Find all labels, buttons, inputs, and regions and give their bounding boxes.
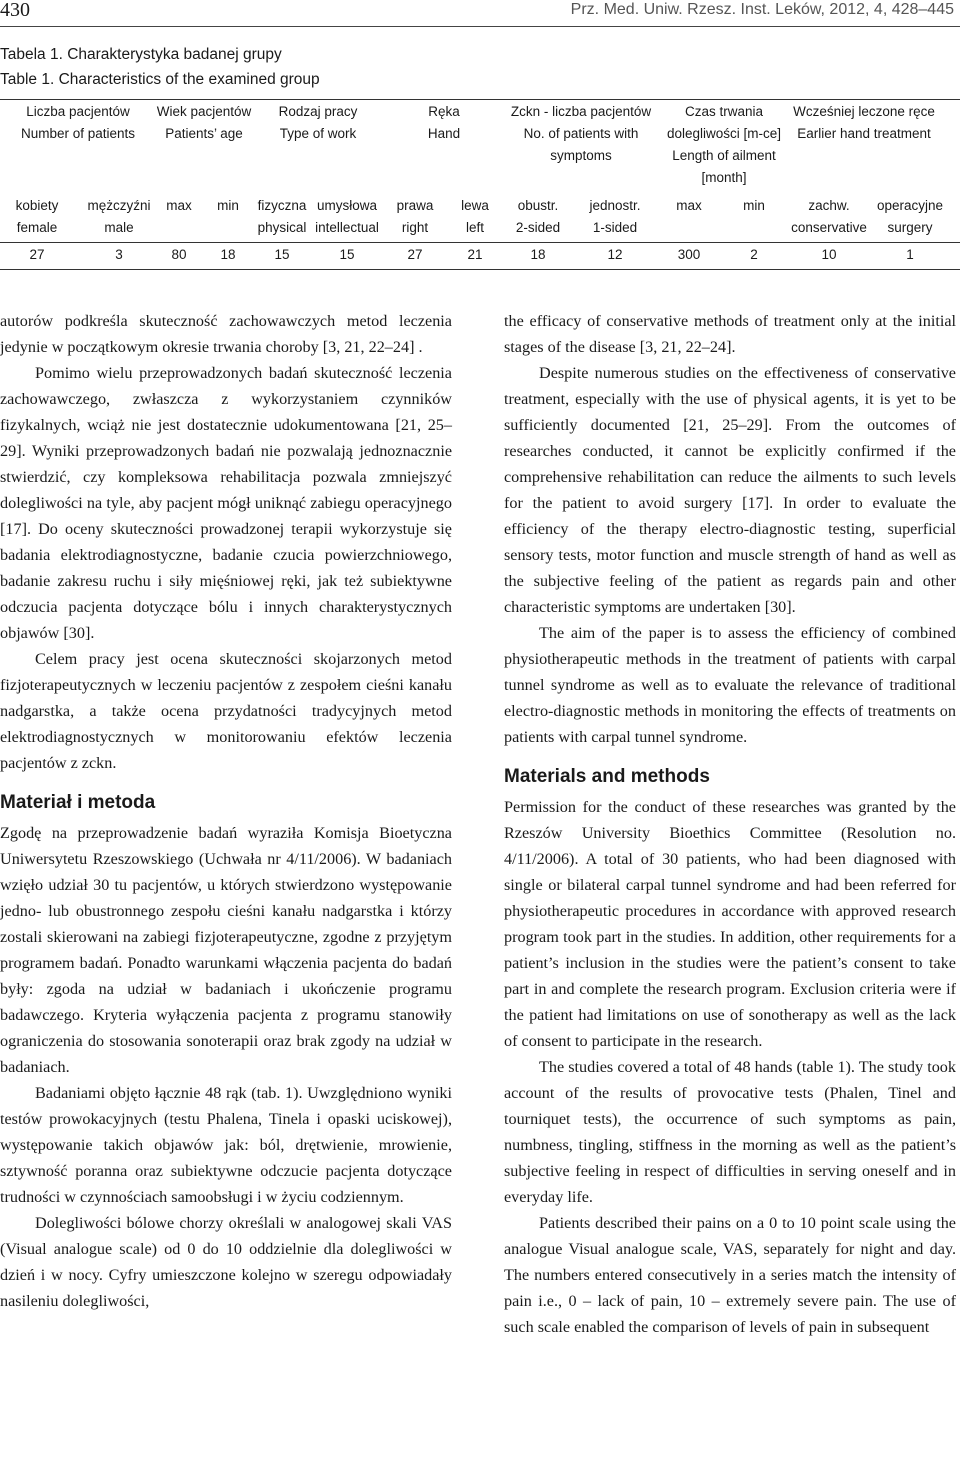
sub-2sided-pl: obustr. (517, 198, 559, 213)
value-surgery: 1 (906, 247, 914, 262)
value-age-min: 18 (220, 247, 236, 262)
sub-male-en: male (104, 220, 134, 235)
sub-right-en: right (401, 220, 429, 235)
sub-surgery-pl: operacyjne (876, 198, 944, 213)
sub-conservative-pl: zachw. (808, 198, 850, 213)
value-right: 27 (407, 247, 423, 262)
sub-intellectual-pl: umysłowa (316, 198, 378, 213)
sub-physical-pl: fizyczna (257, 198, 307, 213)
value-intellectual: 15 (339, 247, 355, 262)
value-physical: 15 (274, 247, 290, 262)
group-time-3: Length of ailment (672, 148, 776, 163)
value-1sided: 12 (607, 247, 623, 262)
table-top-rule (0, 99, 960, 100)
paragraph: autorów podkreśla skuteczność zachowawczych metod leczenia jedynie w początkowym okresie trwania choroby [3, 21, 22–24] . (0, 312, 452, 356)
group-earlier-en: Earlier hand treatment (797, 126, 931, 141)
sub-female-pl: kobiety (15, 198, 59, 213)
sub-left-en: left (465, 220, 485, 235)
table-bottom-rule (0, 269, 960, 270)
sub-surgery-en: surgery (887, 220, 933, 235)
sub-conservative-en: conservative (791, 220, 867, 235)
column-english (504, 308, 956, 1340)
group-work-en: Type of work (279, 126, 357, 141)
sub-left-pl: lewa (461, 198, 489, 213)
value-age-max: 80 (171, 247, 187, 262)
table-mid-rule (0, 242, 960, 243)
group-patients-pl: Liczba pacjentów (26, 104, 130, 119)
group-earlier-pl: Wcześniej leczone ręce (793, 104, 935, 119)
value-left: 21 (467, 247, 483, 262)
paragraph: Zgodę na przeprowadzenie badań wyraziła Komisja Bioetyczna Uniwersytetu Rzeszowskiego (Uchwała nr 4/11/2006). W badaniach wzięło udział 30 tu pacjentów, u których stwierdzono występowanie jedno- lub obustronnego zespołu cieśni kanału nadgarstka i którzy zostali skierowani na zabiegi fizjoterapeutyczne, zgodne z przyjętym programem badań. Ponadto warunkami włączenia pacjenta do badań były: zgoda na udział w badaniach i ukończenie programu badawczego. Kryteria wyłączenia pacjenta z programu stanowiły ograniczenia do stosowania sonoterapii oraz brak zgody na udział w badaniach. (0, 824, 452, 1076)
group-hand-pl: Ręka (428, 104, 460, 119)
sub-age-min: min (217, 198, 239, 213)
paragraph: Patients described their pains on a 0 to 10 point scale using the analogue Visual analogue scale, VAS, separately for night and day. The numbers entered consecutively in a series match the intensity of pain i.e., 0 – lack of pain, 10 – extremely severe pain. The use of such scale enabled the comparison of levels of pain in subsequent (504, 1214, 956, 1336)
journal-reference: Prz. Med. Uniw. Rzesz. Inst. Leków, 2012, 4, 428–445 (570, 1, 954, 18)
sub-time-min: min (743, 198, 765, 213)
group-age-pl: Wiek pacjentów (156, 104, 252, 119)
paragraph: Celem pracy jest ocena skuteczności skojarzonych metod fizjoterapeutycznych w leczeniu pacjentów z zespołem cieśni kanału nadgarstka, a także ocena przydatności tradycyjnych metod elektrodiagnostycznych w monitorowaniu efektów leczenia pacjentów z zckn. (0, 650, 452, 772)
group-patients-en: Number of patients (20, 126, 136, 141)
paragraph: the efficacy of conservative methods of treatment only at the initial stages of the disease [3, 21, 22–24]. (504, 312, 956, 356)
value-female: 27 (29, 247, 45, 262)
group-zckn-3: symptoms (550, 148, 612, 163)
column-polish (0, 308, 452, 1314)
table-caption-pl: Tabela 1. Charakterystyka badanej grupy (0, 46, 282, 63)
paragraph: Dolegliwości bólowe chorzy określali w analogowej skali VAS (Visual analogue scale) od 0 do 10 oddzielnie dla dolegliwości w dzień i w nocy. Cyfry umieszczone kolejno w szeregu odpowiadały nasileniu dolegliwości, (0, 1214, 452, 1310)
group-work-pl: Rodzaj pracy (278, 104, 358, 119)
header-rule (0, 26, 960, 27)
section-heading-materials-en: Materials and methods (504, 766, 710, 787)
group-zckn-2: No. of patients with (523, 126, 639, 141)
value-2sided: 18 (530, 247, 546, 262)
paragraph: Permission for the conduct of these researches was granted by the Rzeszów University Bioethics Committee (Resolution no. 4/11/2006). A total of 30 patients, who had been diagnosed with single or bilateral carpal tunnel syndrome and had been referred for physiotherapeutic procedures in accordance with approved research program took part in the studies. In addition, other requirements for a patient’s inclusion in the studies were the patient’s consent to take part in and complete the research program. Exclusion criteria were if the patient had limitations on use of sonotherapy as well as the lack of consent to participate in the research. (504, 798, 956, 1050)
paragraph: The studies covered a total of 48 hands (table 1). The study took account of the results of provocative tests (Phalen, Tinel and tourniquet tests), the occurrence of such symptoms as pain, numbness, tingling, stiffness in the morning as well as the patient’s subjective feeling in respect of difficulties in serving oneself and in everyday life. (504, 1058, 956, 1206)
group-zckn-1: Zckn - liczba pacjentów (510, 104, 652, 119)
sub-right-pl: prawa (396, 198, 434, 213)
paragraph: Badaniami objęto łącznie 48 rąk (tab. 1). Uwzględniono wyniki testów prowokacyjnych (testu Phalena, Tinela i opaski uciskowej), występowanie takich objawów jak: ból, drętwienie, mrowienie, sztywność poranna oraz subiektywne odczucie pacjenta dotyczące trudności w czynnościach samoobsługi i w życiu codziennym. (0, 1084, 452, 1206)
running-header (0, 0, 960, 22)
table-caption-en: Table 1. Characteristics of the examined group (0, 71, 320, 88)
sub-2sided-en: 2-sided (515, 220, 561, 235)
sub-1sided-pl: jednostr. (589, 198, 641, 213)
group-time-2: dolegliwości [m-ce] (666, 126, 782, 141)
group-age-en: Patients’ age (165, 126, 243, 141)
paragraph: The aim of the paper is to assess the efficiency of combined physiotherapeutic methods in the treatment of patients with carpal tunnel syndrome as well as to evaluate the relevance of traditional electro-diagnostic methods in monitoring the effects of treatments on patients with carpal tunnel syndrome. (504, 624, 956, 746)
group-time-4: [month] (701, 170, 747, 185)
value-conservative: 10 (821, 247, 837, 262)
sub-1sided-en: 1-sided (592, 220, 638, 235)
sub-intellectual-en: intellectual (315, 220, 379, 235)
value-time-max: 300 (677, 247, 701, 262)
value-male: 3 (115, 247, 123, 262)
paragraph: Pomimo wielu przeprowadzonych badań skuteczność leczenia zachowawczego, zwłaszcza z wykorzystaniem czynników fizykalnych, wciąż nie jest dostatecznie udokumentowana [21, 25–29]. Wyniki przeprowadzonych badań nie pozwalają jednoznacznie stwierdzić, czy kompleksowa rehabilitacja pozwala zmniejszyć dolegliwości na tyle, aby pacjent mógł uniknąć zabiegu operacyjnego [17]. Do oceny skuteczności prowadzonej terapii wykorzystuje się badania elektrodiagnostyczne, badanie czucia powierzchniowego, badanie zakresu ruchu i siły mięśniowej ręki, jak też subiektywne odczucia pacjenta dotyczące bólu i innych charakterystycznych objawów [30]. (0, 364, 452, 642)
paragraph: Despite numerous studies on the effectiveness of conservative treatment, especially with the use of physical agents, it is yet to be sufficiently documented [21, 25–29]. From the outcomes of researches conducted, it cannot be explicitly confirmed if the comprehensive rehabilitation can reduce the ailments to such levels for the patient to avoid surgery [17]. In order to evaluate the efficiency of the therapy electro-diagnostic testing, superficial sensory tests, motor function and muscle strength of hand as well as the subjective feeling of the patient as regards pain and other characteristic symptoms are undertaken [30]. (504, 364, 956, 616)
sub-age-max: max (166, 198, 192, 213)
sub-female-en: female (16, 220, 58, 235)
value-time-min: 2 (750, 247, 758, 262)
sub-time-max: max (676, 198, 702, 213)
group-hand-en: Hand (427, 126, 461, 141)
sub-male-pl: mężczyźni (87, 198, 151, 213)
group-time-1: Czas trwania (684, 104, 764, 119)
page-number: 430 (0, 0, 30, 21)
section-heading-materials-pl: Materiał i metoda (0, 792, 156, 813)
sub-physical-en: physical (257, 220, 307, 235)
characteristics-table (0, 99, 960, 273)
